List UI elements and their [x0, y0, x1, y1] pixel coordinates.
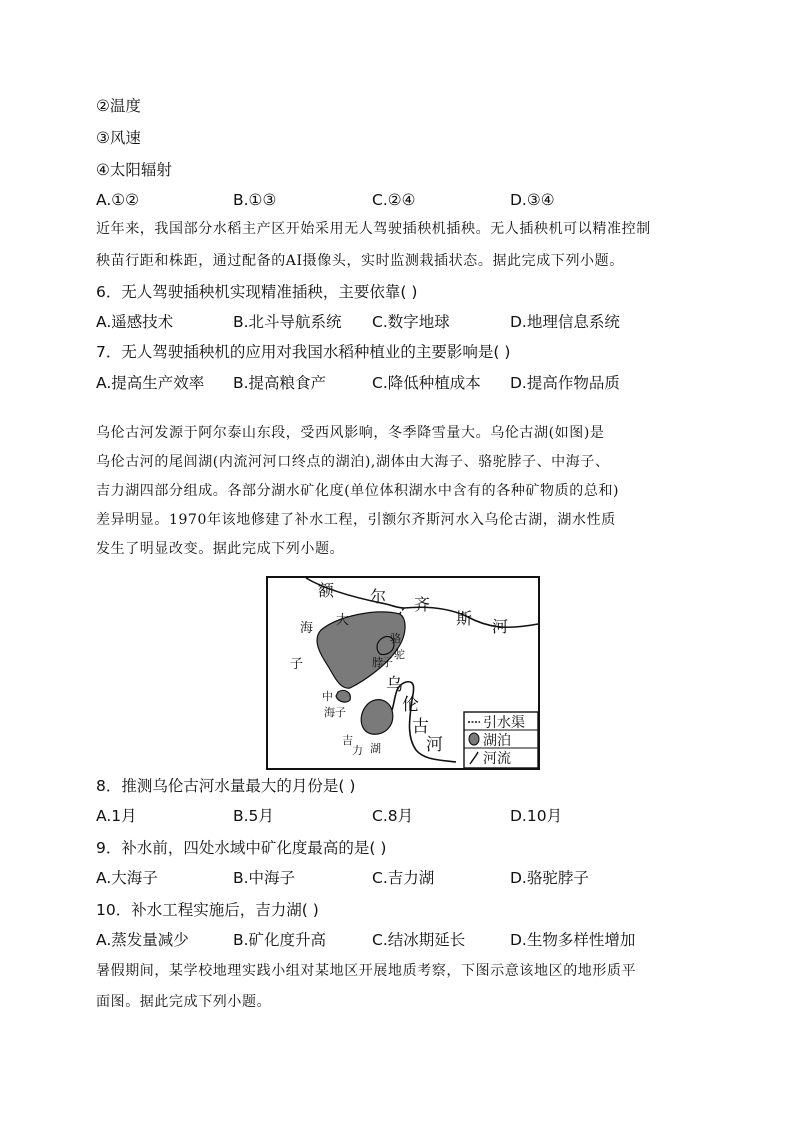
q6-stem: 6．无人驾驶插秧机实现精准插秧，主要依靠( ) [96, 283, 418, 301]
map-label-zhong: 中 [322, 690, 333, 703]
q10-option-b: B.矿化度升高 [233, 931, 327, 949]
map-label-haizi: 海子 [324, 706, 346, 719]
map-label-gu: 古 [412, 717, 429, 737]
passage2-line-1: 乌伦古河发源于阿尔泰山东段，受西风影响，冬季降雪量大。乌伦古湖(如图)是 [96, 425, 605, 441]
map-label-bo: 子 [382, 656, 393, 669]
q7-option-a: A.提高生产效率 [96, 374, 205, 392]
q7-option-c: C.降低种植成本 [372, 374, 481, 392]
q5-option-b: B.①③ [233, 191, 277, 209]
q9-option-c: C.吉力湖 [372, 869, 435, 887]
q10-option-a: A.蒸发量减少 [96, 931, 189, 949]
passage2-line-2: 乌伦古河的尾闾湖(内流河河口终点的湖泊),湖体由大海子、骆驼脖子、中海子、 [96, 454, 610, 470]
q7-stem: 7．无人驾驶插秧机的应用对我国水稻种植业的主要影响是( ) [96, 343, 511, 361]
passage1-line-1: 近年来，我国部分水稻主产区开始采用无人驾驶插秧机插秧。无人插秧机可以精准控制 [96, 221, 651, 237]
q8-option-a: A.1月 [96, 807, 137, 825]
q9-option-b: B.中海子 [233, 869, 296, 887]
map-label-ji: 吉 [342, 734, 353, 747]
map-label-wu: 乌 [386, 675, 403, 695]
map-label-si: 斯 [456, 609, 473, 628]
q5-option-a: A.①② [96, 191, 140, 209]
map-label-hu: 湖 [370, 742, 381, 755]
passage2-line-4: 差异明显。1970年该地修建了补水工程，引额尔齐斯河水入乌伦古湖，湖水性质 [96, 512, 616, 528]
q9-option-d: D.骆驼脖子 [510, 869, 589, 887]
q10-stem: 10．补水工程实施后，吉力湖( ) [96, 901, 319, 919]
lake-legend-icon [469, 733, 479, 745]
q9-option-a: A.大海子 [96, 869, 158, 887]
q6-option-a: A.遥感技术 [96, 313, 174, 331]
q8-stem: 8．推测乌伦古河水量最大的月份是( ) [96, 777, 356, 795]
q7-option-b: B.提高粮食产 [233, 374, 327, 392]
q6-option-d: D.地理信息系统 [510, 313, 620, 331]
q8-option-c: C.8月 [372, 807, 414, 825]
item-solar-radiation: ④太阳辐射 [96, 161, 172, 179]
map-label-lun: 伦 [402, 695, 419, 715]
item-temperature: ②温度 [96, 97, 141, 115]
q5-option-c: C.②④ [372, 191, 416, 209]
passage3-line-2: 面图。据此完成下列小题。 [96, 994, 272, 1010]
legend-label-canal: 引水渠 [483, 715, 525, 731]
map-label-er: 尔 [370, 587, 387, 606]
q9-stem: 9．补水前，四处水域中矿化度最高的是( ) [96, 839, 387, 857]
map-label-tuo: 驼 [394, 648, 405, 661]
legend-label-lake: 湖泊 [483, 733, 511, 749]
map-legend [464, 712, 538, 768]
passage2-line-5: 发生了明显改变。据此完成下列小题。 [96, 541, 345, 557]
map-label-he: 河 [426, 735, 443, 755]
map-label-luo: 骆 [390, 632, 401, 645]
q7-option-d: D.提高作物品质 [510, 374, 620, 392]
q6-option-c: C.数字地球 [372, 313, 450, 331]
q8-option-b: B.5月 [233, 807, 274, 825]
q6-option-b: B.北斗导航系统 [233, 313, 342, 331]
q10-option-c: C.结冰期延长 [372, 931, 466, 949]
map-label-e: 额 [318, 581, 335, 600]
map-label-zi2: 脖 [372, 656, 383, 669]
q5-option-d: D.③④ [510, 191, 555, 209]
legend-label-river: 河流 [483, 751, 511, 767]
wulungu-lake-map [266, 576, 540, 770]
map-label-da: 大 [336, 613, 350, 628]
map-label-li: 力 [352, 744, 363, 757]
item-wind-speed: ③风速 [96, 129, 141, 147]
map-label-zi: 子 [290, 657, 304, 672]
map-label-he-top: 河 [492, 617, 509, 636]
map-label-hai: 海 [300, 621, 314, 636]
q8-option-d: D.10月 [510, 807, 563, 825]
q10-option-d: D.生物多样性增加 [510, 931, 636, 949]
passage2-line-3: 吉力湖四部分组成。各部分湖水矿化度(单位体积湖水中含有的各种矿物质的总和) [96, 483, 620, 499]
map-label-qi: 齐 [414, 595, 431, 614]
passage1-line-2: 秧苗行距和株距，通过配备的AI摄像头，实时监测栽插状态。据此完成下列小题。 [96, 253, 624, 269]
passage3-line-1: 暑假期间，某学校地理实践小组对某地区开展地质考察，下图示意该地区的地形质平 [96, 963, 637, 979]
